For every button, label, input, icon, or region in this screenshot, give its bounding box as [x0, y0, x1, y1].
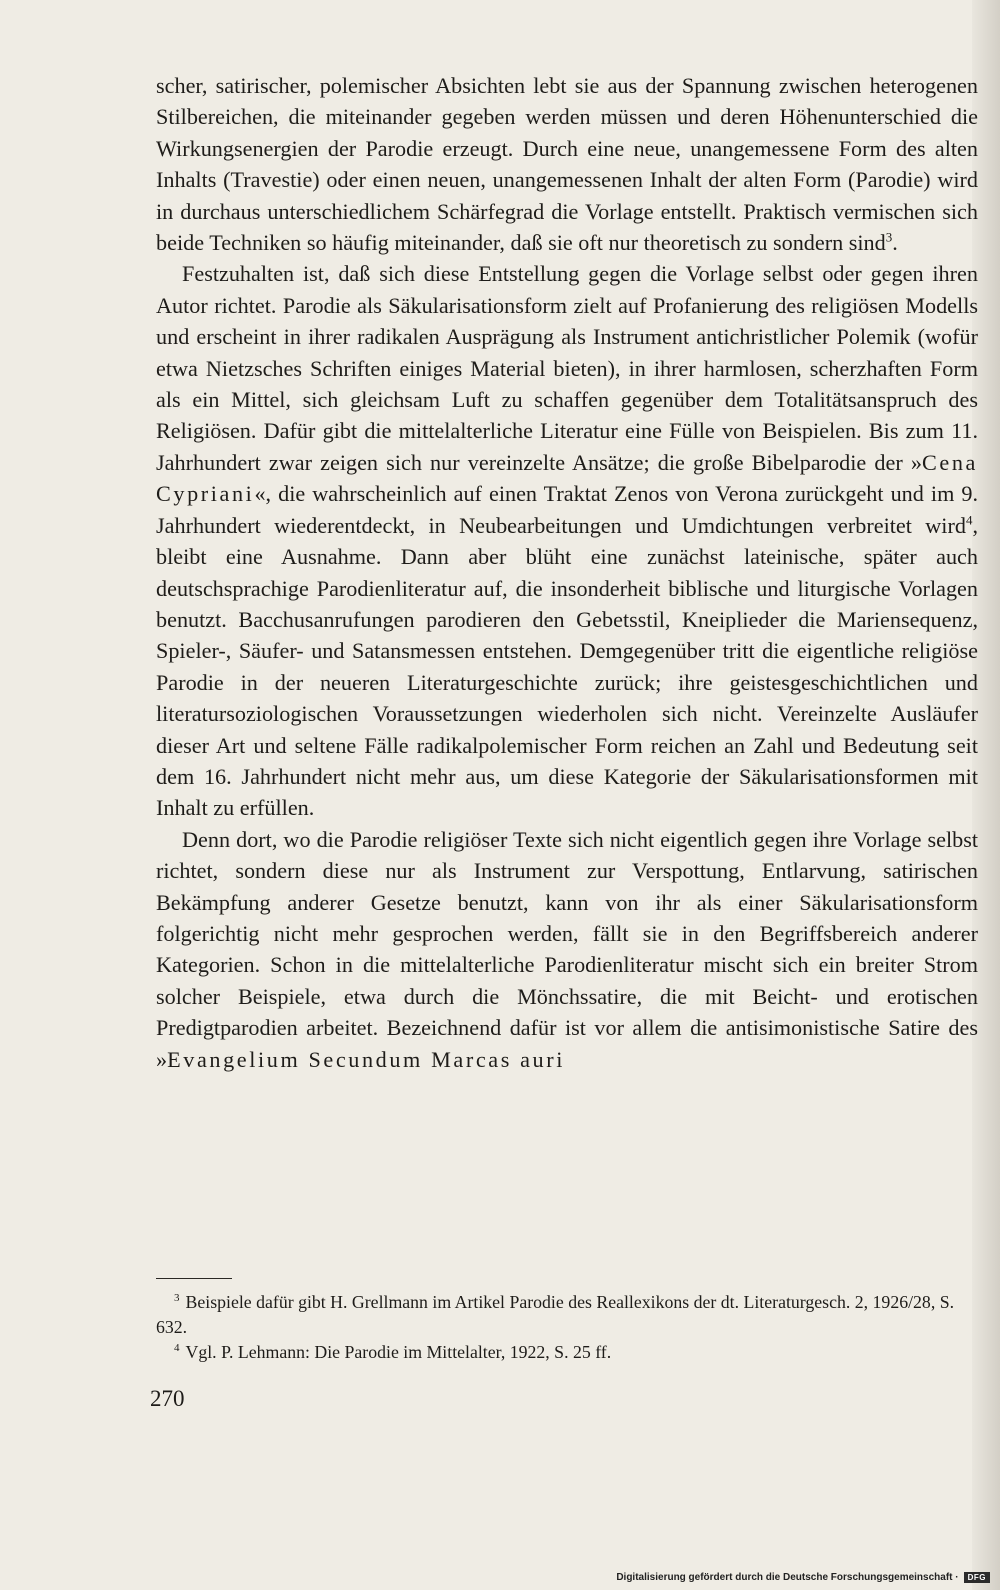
footnotes	[156, 1290, 978, 1365]
footnote	[156, 1340, 978, 1365]
footnote-marker: 3	[174, 1292, 180, 1305]
body-text	[156, 70, 978, 1075]
digitization-credit	[616, 1572, 990, 1583]
footnote-rule	[156, 1278, 232, 1279]
spaced-title: Cena Cypriani	[156, 449, 978, 507]
page-number: 270	[150, 1386, 185, 1411]
footnote-text: Beispiele dafür gibt H. Grellmann im Artikel Parodie des Reallexikons der dt. Literaturgesch. 2, 1926/28, S. 632.	[156, 1292, 955, 1337]
paragraph	[156, 258, 978, 823]
spaced-title: Evangelium Secundum Marcas auri	[167, 1046, 566, 1072]
text-run: , bleibt eine Ausnahme. Dann aber blüht eine zunächst lateinische, später auch deutschsprachige Parodienliteratur auf, die insonderheit biblische und liturgische Vorlagen benutzt. Bacchusanrufungen parodieren den Gebetsstil, Kneiplieder die Mariensequenz, Spieler-, Säufer- und Satansmessen entstehen. Demgegenüber tritt die eigentliche religiöse Parodie in der neueren Literaturgeschichte zurück; ihre geistesgeschichtlichen und literatursoziologischen Voraussetzungen wiederholen sich nicht. Vereinzelte Ausläufer dieser Art und seltene Fälle radikalpolemischer Form reichen an Zahl und Bedeutung seit dem 16. Jahrhundert nicht mehr aus, um diese Kategorie der Säkularisationsformen mit Inhalt zu erfüllen.	[156, 512, 978, 821]
dfg-logo: DFG	[964, 1572, 990, 1583]
credit-text: Digitalisierung gefördert durch die Deutsche Forschungsgemeinschaft ·	[616, 1572, 959, 1583]
footnote-text: Vgl. P. Lehmann: Die Parodie im Mittelalter, 1922, S. 25 ff.	[185, 1342, 612, 1362]
text-run: «, die wahrscheinlich auf einen Traktat Zenos von Verona zurückgeht und im 9. Jahrhundert wiederentdeckt, in Neubearbeitungen und Umdichtungen verbreitet wird	[156, 481, 978, 538]
text-run: scher, satirischer, polemischer Absichten lebt sie aus der Spannung zwischen heterogenen Stilbereichen, die miteinander gegeben werden müssen und deren Höhenunterschied die Wirkungsenergien der Parodie erzeugt. Durch eine neue, unangemessene Form des alten Inhalts (Travestie) oder einen neuen, unangemessenen Inhalt der alten Form (Parodie) wird in durchaus unterschiedlichem Schärfegrad die Vorlage entstellt. Praktisch vermischen sich beide Techniken so häufig miteinander, daß sie oft nur theoretisch zu sondern sind	[156, 73, 978, 256]
footnote	[156, 1290, 978, 1340]
text-run: Festzuhalten ist, daß sich diese Entstellung gegen die Vorlage selbst oder gegen ihren Autor richtet. Parodie als Säkularisationsform zielt auf Profanierung des religiösen Modells und erscheint in ihrer radikalen Ausprägung als Instrument antichristlicher Polemik (wofür etwa Nietzsches Schriften einiges Material bieten), in ihrer harmlosen, scherzhaften Form als ein Mittel, sich gleichsam Luft zu schaffen gegenüber dem Totalitätsanspruch des Religiösen. Dafür gibt die mittelalterliche Literatur eine Fülle von Beispielen. Bis zum 11. Jahrhundert zwar zeigen sich nur vereinzelte Ansätze; die große Bibelparodie der »	[156, 261, 978, 475]
text-run: Denn dort, wo die Parodie religiöser Texte sich nicht eigentlich gegen ihre Vorlage selbst richtet, sondern diese nur als Instrument zur Verspottung, Entlarvung, satirischen Bekämpfung anderer Gesetze benutzt, kann von ihr als einer Säkularisationsform folgerichtig nicht mehr gesprochen werden, fällt sie in den Begriffsbereich anderer Kategorien. Schon in die mittelalterliche Parodienliteratur mischt sich ein breiter Strom solcher Beispiele, etwa durch die Mönchssatire, die mit Beicht- und erotischen Predigtparodien arbeitet. Bezeichnend dafür ist vor allem die antisimonistische Satire des »	[156, 826, 978, 1072]
text-run: .	[892, 230, 898, 256]
footnote-ref: 4	[965, 512, 973, 528]
footnote-ref: 3	[885, 229, 893, 245]
footnote-marker: 4	[174, 1342, 180, 1355]
paragraph	[156, 70, 978, 258]
paragraph	[156, 824, 978, 1075]
